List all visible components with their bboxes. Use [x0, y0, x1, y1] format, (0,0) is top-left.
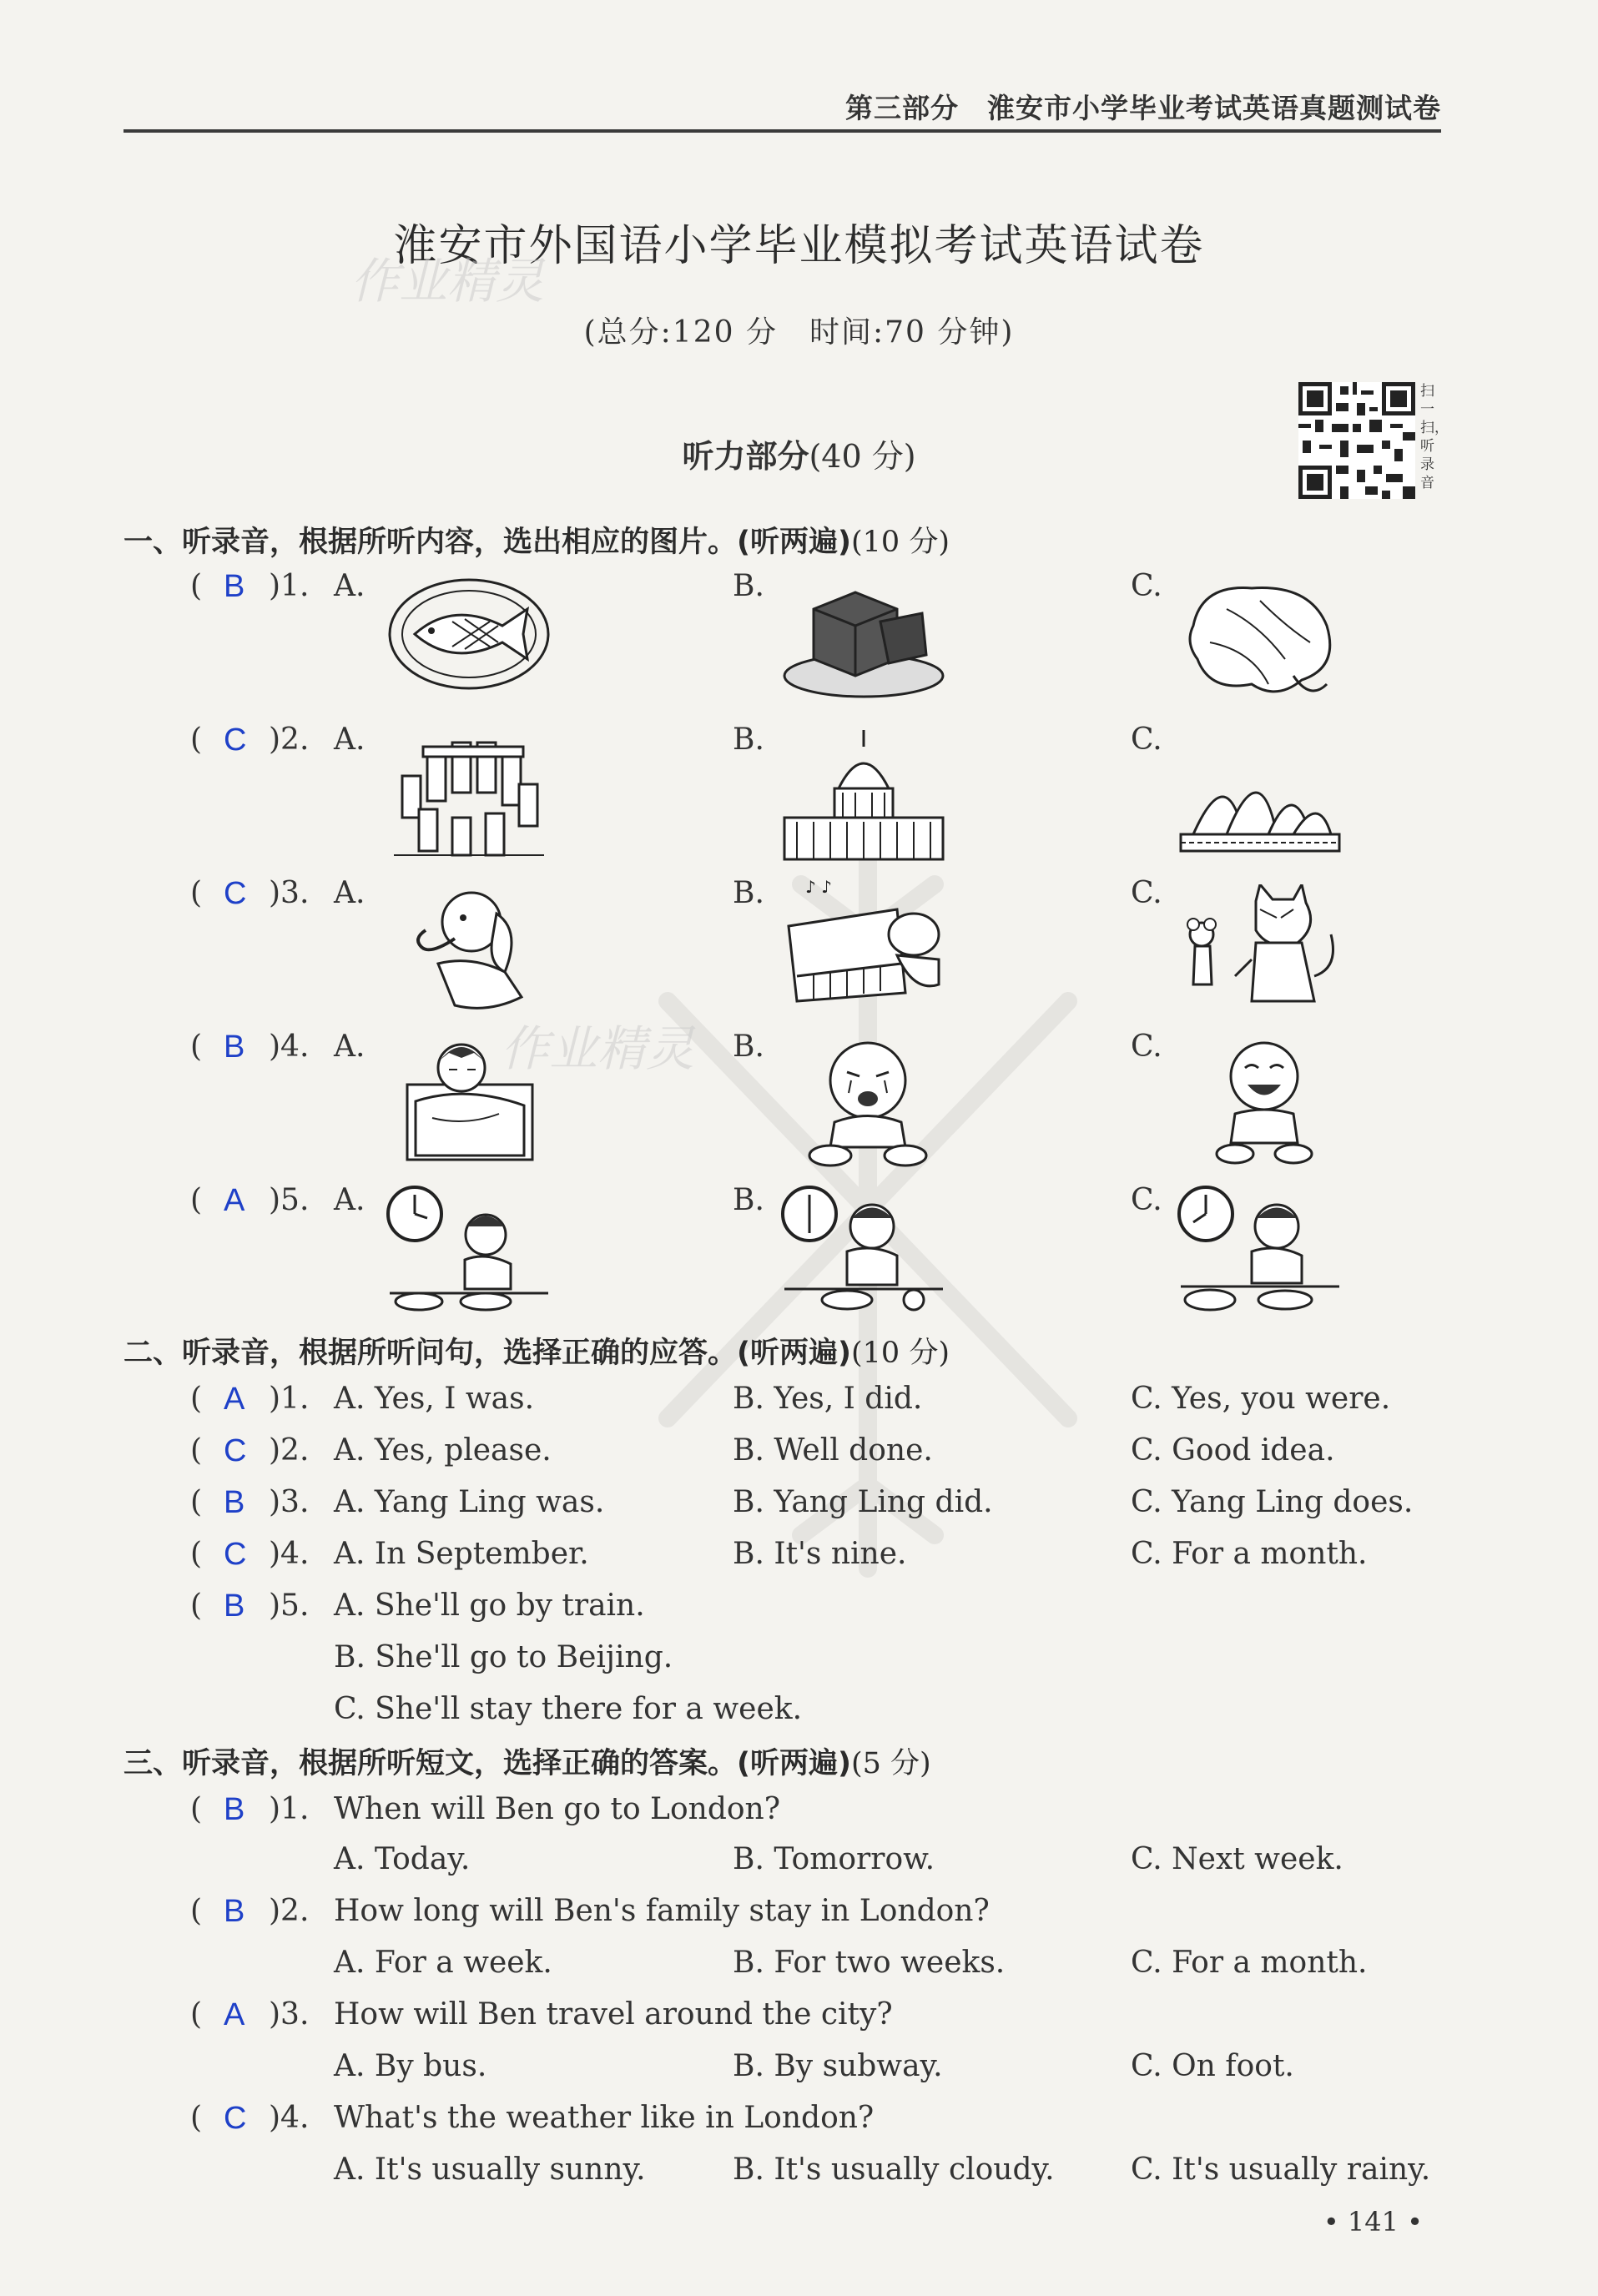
- option-c: C. Next week.: [1131, 1842, 1343, 1876]
- question-text: When will Ben go to London?: [334, 1792, 781, 1826]
- paren-open: (: [190, 1183, 203, 1217]
- answer-mark: B: [224, 1792, 245, 1827]
- option-label: C.: [1131, 723, 1162, 757]
- option-label: B.: [733, 1030, 764, 1064]
- option-b: B. She'll go to Beijing.: [334, 1640, 673, 1674]
- paren-open: (: [190, 1030, 203, 1064]
- answer-mark: C: [224, 2101, 247, 2136]
- section-1-score: (10 分): [851, 526, 950, 559]
- question-text: What's the weather like in London?: [334, 2101, 875, 2135]
- question-number: )2.: [269, 723, 310, 757]
- section-1-heading-text: 一、听录音，根据所听内容，选出相应的图片。(听两遍): [124, 526, 851, 559]
- option-c: C. It's usually rainy.: [1131, 2152, 1431, 2187]
- paren-open: (: [190, 1537, 203, 1571]
- answer-mark: A: [224, 1382, 245, 1417]
- option-label: C.: [1131, 569, 1162, 603]
- option-a: A. Yes, I was.: [334, 1382, 535, 1416]
- question-number: )3.: [269, 876, 310, 910]
- option-label: A.: [334, 1030, 365, 1064]
- section-2-heading-text: 二、听录音，根据所听问句，选择正确的应答。(听两遍): [124, 1337, 851, 1370]
- option-b: B. By subway.: [733, 2049, 943, 2083]
- section-3-heading-text: 三、听录音，根据所听短文，选择正确的答案。(听两遍): [124, 1747, 851, 1780]
- option-label: C.: [1131, 876, 1162, 910]
- option-label: B.: [733, 1183, 764, 1217]
- question-number: )5.: [269, 1589, 310, 1623]
- sleeping-boy-picture[interactable]: [399, 1035, 541, 1168]
- question-text: How will Ben travel around the city?: [334, 1997, 893, 2032]
- section-2-heading: [124, 1330, 950, 1372]
- capitol-building-picture[interactable]: [780, 726, 947, 868]
- answer-mark: A: [224, 1183, 245, 1218]
- crying-baby-picture[interactable]: [797, 1030, 939, 1172]
- option-b: B. Yang Ling did.: [733, 1485, 993, 1519]
- question-number: )4.: [269, 2101, 310, 2135]
- answer-mark: C: [224, 1537, 247, 1572]
- option-a: A. For a week.: [334, 1946, 552, 1980]
- option-a: A. In September.: [334, 1537, 589, 1571]
- question-number: )1.: [269, 1792, 310, 1826]
- question-number: )2.: [269, 1433, 310, 1468]
- clock-dinner-picture[interactable]: [1177, 1185, 1343, 1318]
- option-a: A. Today.: [334, 1842, 471, 1876]
- answer-mark: C: [224, 723, 247, 758]
- watermark-text: 作业精灵: [501, 1020, 695, 1077]
- option-label: B.: [733, 569, 764, 603]
- paren-open: (: [190, 2101, 203, 2135]
- running-header: 第三部分 淮安市小学毕业考试英语真题测试卷: [845, 92, 1441, 124]
- cat-mouse-picture[interactable]: [1177, 884, 1343, 1018]
- option-b: B. For two weeks.: [733, 1946, 1006, 1980]
- answer-mark: B: [224, 1030, 245, 1065]
- watermark-text: 作业精灵: [350, 253, 545, 310]
- question-number: )4.: [269, 1537, 310, 1571]
- paren-open: (: [190, 1589, 203, 1623]
- svg-text:♪ ♪: ♪ ♪: [805, 877, 832, 897]
- clock-lunch-picture[interactable]: [780, 1185, 947, 1318]
- option-a: A. It's usually sunny.: [334, 2152, 646, 2187]
- option-c: C. She'll stay there for a week.: [334, 1692, 803, 1726]
- answer-mark: C: [224, 876, 247, 911]
- laughing-baby-picture[interactable]: [1202, 1030, 1327, 1172]
- answer-mark: C: [224, 1433, 247, 1468]
- option-a: A. By bus.: [334, 2049, 487, 2083]
- paren-open: (: [190, 876, 203, 910]
- question-number: )1.: [269, 1382, 310, 1416]
- question-number: )1.: [269, 569, 310, 603]
- option-b: B. Well done.: [733, 1433, 933, 1468]
- answer-mark: A: [224, 1997, 245, 2032]
- cabbage-picture[interactable]: [1177, 576, 1343, 709]
- option-b: B. It's nine.: [733, 1537, 907, 1571]
- page-number: • 141 •: [1323, 2206, 1423, 2238]
- option-b: B. Tomorrow.: [733, 1842, 935, 1876]
- option-label: A.: [334, 876, 365, 910]
- clock-breakfast-picture[interactable]: [386, 1185, 552, 1318]
- answer-mark: B: [224, 569, 245, 604]
- option-label: B.: [733, 723, 764, 757]
- listening-part-title: [0, 430, 1598, 476]
- option-b: B. It's usually cloudy.: [733, 2152, 1055, 2187]
- option-c: C. Good idea.: [1131, 1433, 1335, 1468]
- section-1-heading: [124, 519, 950, 561]
- option-label: C.: [1131, 1183, 1162, 1217]
- paren-open: (: [190, 1792, 203, 1826]
- option-a: A. Yes, please.: [334, 1433, 552, 1468]
- sydney-opera-house-picture[interactable]: [1177, 751, 1343, 859]
- cake-slice-picture[interactable]: [780, 576, 947, 701]
- qr-caption: 扫一扫，听录音: [1420, 383, 1449, 491]
- option-c: C. For a month.: [1131, 1537, 1368, 1571]
- section-3-heading: [124, 1740, 931, 1782]
- section-3-score: (5 分): [851, 1747, 931, 1780]
- option-c: C. On foot.: [1131, 2049, 1294, 2083]
- option-b: B. Yes, I did.: [733, 1382, 923, 1416]
- paren-open: (: [190, 1485, 203, 1519]
- option-label: A.: [334, 569, 365, 603]
- listening-title-text: 听力部分: [682, 438, 809, 475]
- option-label: B.: [733, 876, 764, 910]
- question-number: )3.: [269, 1997, 310, 2032]
- answer-mark: B: [224, 1894, 245, 1929]
- question-number: )5.: [269, 1183, 310, 1217]
- answer-mark: B: [224, 1589, 245, 1624]
- option-c: C. Yes, you were.: [1131, 1382, 1391, 1416]
- paren-open: (: [190, 723, 203, 757]
- option-c: C. Yang Ling does.: [1131, 1485, 1414, 1519]
- header-rule: [124, 129, 1441, 133]
- option-a: A. She'll go by train.: [334, 1589, 645, 1623]
- answer-mark: B: [224, 1485, 245, 1520]
- paren-open: (: [190, 1894, 203, 1928]
- paren-open: (: [190, 1382, 203, 1416]
- option-a: A. Yang Ling was.: [334, 1485, 605, 1519]
- fish-plate-picture[interactable]: [386, 576, 552, 692]
- question-text: How long will Ben's family stay in London?: [334, 1894, 990, 1928]
- option-label: A.: [334, 1183, 365, 1217]
- listening-score: (40 分): [809, 438, 916, 475]
- page-subtitle: (总分:120 分 时间:70 分钟): [583, 315, 1015, 350]
- question-number: )2.: [269, 1894, 310, 1928]
- question-number: )3.: [269, 1485, 310, 1519]
- section-2-score: (10 分): [851, 1337, 950, 1370]
- paren-open: (: [190, 569, 203, 603]
- option-c: C. For a month.: [1131, 1946, 1368, 1980]
- paren-open: (: [190, 1997, 203, 2032]
- elephant-picture[interactable]: [405, 880, 538, 1014]
- pig-piano-picture[interactable]: [780, 876, 947, 1018]
- option-label: A.: [334, 723, 365, 757]
- paren-open: (: [190, 1433, 203, 1468]
- stonehenge-picture[interactable]: [386, 726, 552, 859]
- page-title: 淮安市外国语小学毕业模拟考试英语试卷: [393, 221, 1205, 271]
- question-number: )4.: [269, 1030, 310, 1064]
- option-label: C.: [1131, 1030, 1162, 1064]
